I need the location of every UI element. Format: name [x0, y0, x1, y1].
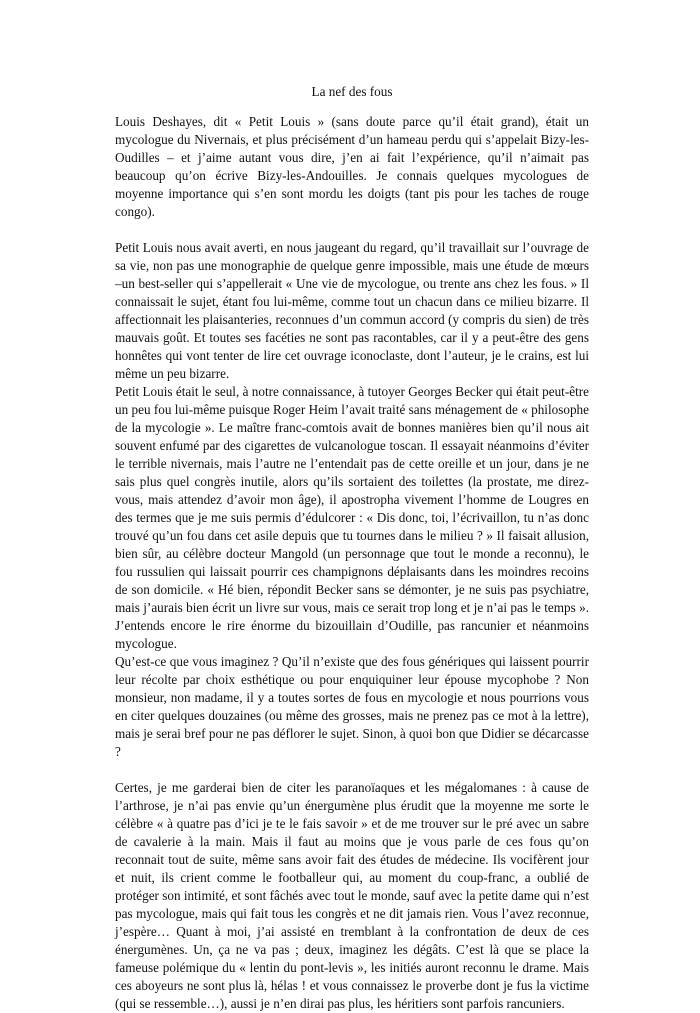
document-title: La nef des fous — [311, 84, 393, 99]
document-page — [115, 83, 589, 1013]
paragraph-gap — [115, 761, 589, 779]
paragraph-paranoiaques: Certes, je me garderai bien de citer les paranoïaques et les mégalomanes : à cause de l’arthrose, je n’ai pas envie qu’un énergumène plus érudit que la moyenne me sorte le célèbre « à quatre pas d’ici je te le fais savoir » et de me trouver sur le pré avec un sabre de cavalerie à la main. Mais il faut au moins que je vous parle de ces fous qu’on reconnait tout de suite, même sans avoir fait des études de médecine. Ils vocifèrent jour et nuit, ils crient comme le footballeur qui, au moment du coup-franc, a oublié de protéger son intimité, et sont fâchés avec tout le monde, sauf avec la petite dame qui n’est pas mycologue, mais qui fait tous les congrès et ne dit jamais rien. Vous l’avez reconnue, j’espère… Quant à moi, j’ai assisté en tremblant à la confrontation de deux de ces énergumènes. Un, ça ne va pas ; deux, imaginez les dégâts. C’est là que se place la fameuse polémique du « lentin du pont-levis », les initiés auront reconnu le drame. Mais ces aboyeurs ne sont plus là, hélas ! et vous connaissez le proverbe dont je fus la victime (qui se ressemble…), aussi je n’en dirai pas plus, les héritiers sont parfois rancuniers. — [115, 780, 589, 1011]
paragraph-fous-generiques: Qu’est-ce que vous imaginez ? Qu’il n’existe que des fous génériques qui laissent pourrir leur récolte par choix esthétique ou pour enquiquiner leur épouse mycophobe ? Non monsieur, non madame, il y a toutes sortes de fous en mycologie et nous pourrions vous en citer quelques douzaines (ou même des grosses, mais ne prenez pas ce mot à la lettre), mais je serai bref pour ne pas déflorer le sujet. Sinon, à quoi bon que Didier se décarcasse ? — [115, 654, 589, 759]
paragraph-gap — [115, 221, 589, 239]
paragraph-intro: Louis Deshayes, dit « Petit Louis » (sans doute parce qu’il était grand), était un mycologue du Nivernais, et plus précisément d’un hameau perdu qui s’appelait Bizy-les-Oudilles – et j’aime autant vous dire, j’en ai fait l’expérience, qu’il n’aimait pas beaucoup qu’on écrive Bizy-les-Andouilles. Je connais quelques mycologues de moyenne importance qui s’en sont mordu les doigts (tant pis pour les taches de rouge congo). — [115, 114, 589, 219]
paragraph-becker: Petit Louis était le seul, à notre connaissance, à tutoyer Georges Becker qui était peut-être un peu fou lui-même puisque Roger Heim l’avait traité sans ménagement de « philosophe de la mycologie ». Le maître franc-comtois avait de bonnes manières bien qu’il nous ait souvent enfumé par des cigarettes de vulcanologue toscan. Il essayait néanmoins d’éviter le terrible nivernais, mais l’autre ne l’entendait pas de cette oreille et un jour, dans je ne sais plus quel congrès inutile, alors qu’ils sortaient des toilettes (la prostate, me direz-vous, mais attendez d’avoir mon âge), il apostropha vivement l’homme de Lougres en des termes que je me suis permis d’édulcorer : « Dis donc, toi, l’écrivaillon, tu n’as donc trouvé qu’un fou dans cet asile depuis que tu tournes dans le milieu ? » Il faisait allusion, bien sûr, au célèbre docteur Mangold (un personnage que tout le monde a reconnu), le fou russulien qui laissait pourrir ces champignons déplaisants dans les moindres recoins de son domicile. « Hé bien, répondit Becker sans se démonter, je ne suis pas psychiatre, mais j’aurais bien écrit un livre sur vous, mais ce serait trop long et je n’ai pas le temps ». J’entends encore le rire énorme du bizouillain d’Oudille, pas rancunier et néanmoins mycologue. — [115, 384, 589, 651]
paragraph-ouvrage: Petit Louis nous avait averti, en nous jaugeant du regard, qu’il travaillait sur l’ouvrage de sa vie, non pas une monographie de quelque genre impossible, mais une étude de mœurs –un best-seller qui s’appellerait « Une vie de mycologue, ou trente ans chez les fous. » Il connaissait le sujet, étant fou lui-même, comme tout un chacun dans ce milieu bizarre. Il affectionnait les plaisanteries, reconnues d’un commun accord (y compris du sien) de très mauvais goût. Et toutes ses facéties ne sont pas racontables, car il y a peut-être des gens honnêtes qui vont tenter de lire cet ouvrage iconoclaste, dont l’auteur, je le crains, est lui même un peu bizarre. — [115, 240, 589, 381]
